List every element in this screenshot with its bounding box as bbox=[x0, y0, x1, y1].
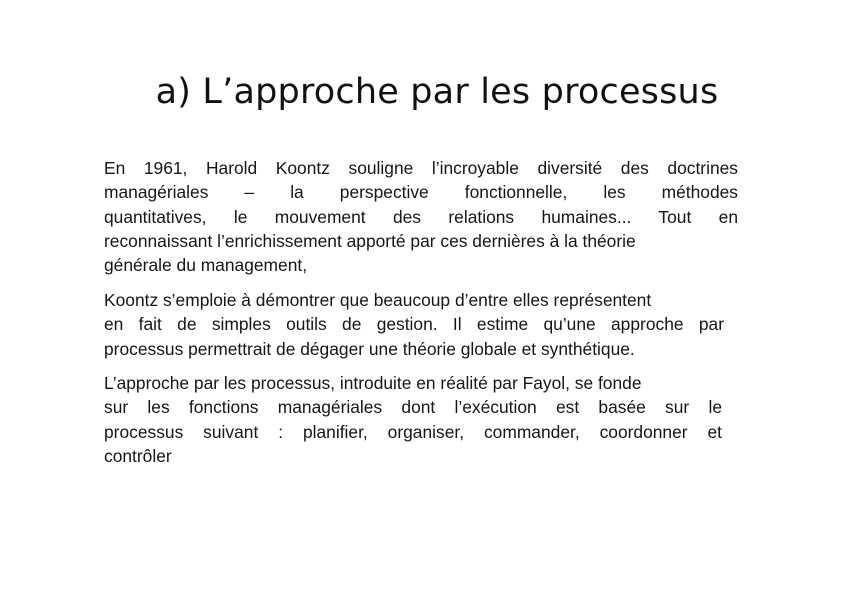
slide-title: a) L’approche par les processus bbox=[155, 72, 719, 112]
paragraph-line: Koontz s’emploie à démontrer que beaucoup d’entre elles représentent bbox=[104, 290, 652, 310]
paragraph-line: sur les fonctions managériales dont l’exécution est basée sur le bbox=[104, 397, 722, 418]
paragraph-3 bbox=[104, 371, 738, 468]
paragraph-line: managériales – la perspective fonctionnelle, les méthodes bbox=[104, 182, 738, 203]
paragraph-line: L’approche par les processus, introduite en réalité par Fayol, se fonde bbox=[104, 373, 642, 393]
paragraph-line: processus suivant : planifier, organiser, commander, coordonner et bbox=[104, 421, 722, 442]
paragraph-line: contrôler bbox=[104, 445, 172, 466]
paragraph-2 bbox=[104, 288, 738, 361]
paragraph-line: quantitatives, le mouvement des relations humaines... Tout en bbox=[104, 206, 738, 227]
paragraph-line: générale du management, bbox=[104, 255, 308, 276]
paragraph-line: reconnaissant l’enrichissement apporté par ces dernières à la théorie bbox=[104, 230, 636, 251]
paragraph-line: en fait de simples outils de gestion. Il estime qu’une approche par bbox=[104, 314, 724, 335]
paragraph-line: En 1961, Harold Koontz souligne l’incroyable diversité des doctrines bbox=[104, 158, 738, 178]
paragraph-1 bbox=[104, 156, 738, 277]
paragraph-line: processus permettrait de dégager une théorie globale et synthétique. bbox=[104, 338, 635, 359]
